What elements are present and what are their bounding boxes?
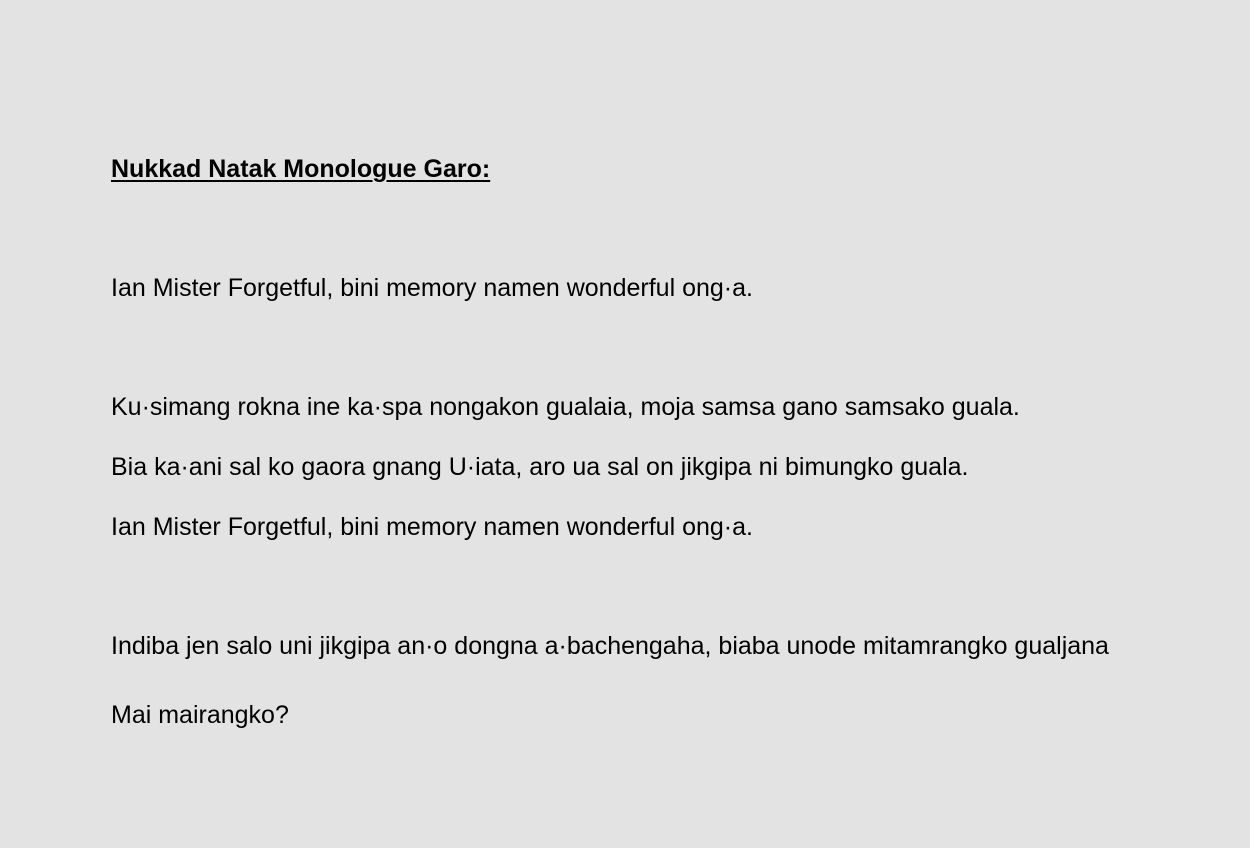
monologue-line: Indiba jen salo uni jikgipa an·o dongna a·bachengaha, biaba unode mitamrangko gualjana [111,632,1109,660]
monologue-line: Ian Mister Forgetful, bini memory namen wonderful ong·a. [111,513,753,541]
document-title: Nukkad Natak Monologue Garo: [111,155,491,183]
monologue-line: Ian Mister Forgetful, bini memory namen wonderful ong·a. [111,274,753,302]
monologue-line: Bia ka·ani sal ko gaora gnang U·iata, aro ua sal on jikgipa ni bimungko guala. [111,453,969,481]
monologue-line: Ku·simang rokna ine ka·spa nongakon gualaia, moja samsa gano samsako guala. [111,393,1020,421]
monologue-line: Mai mairangko? [111,701,289,729]
